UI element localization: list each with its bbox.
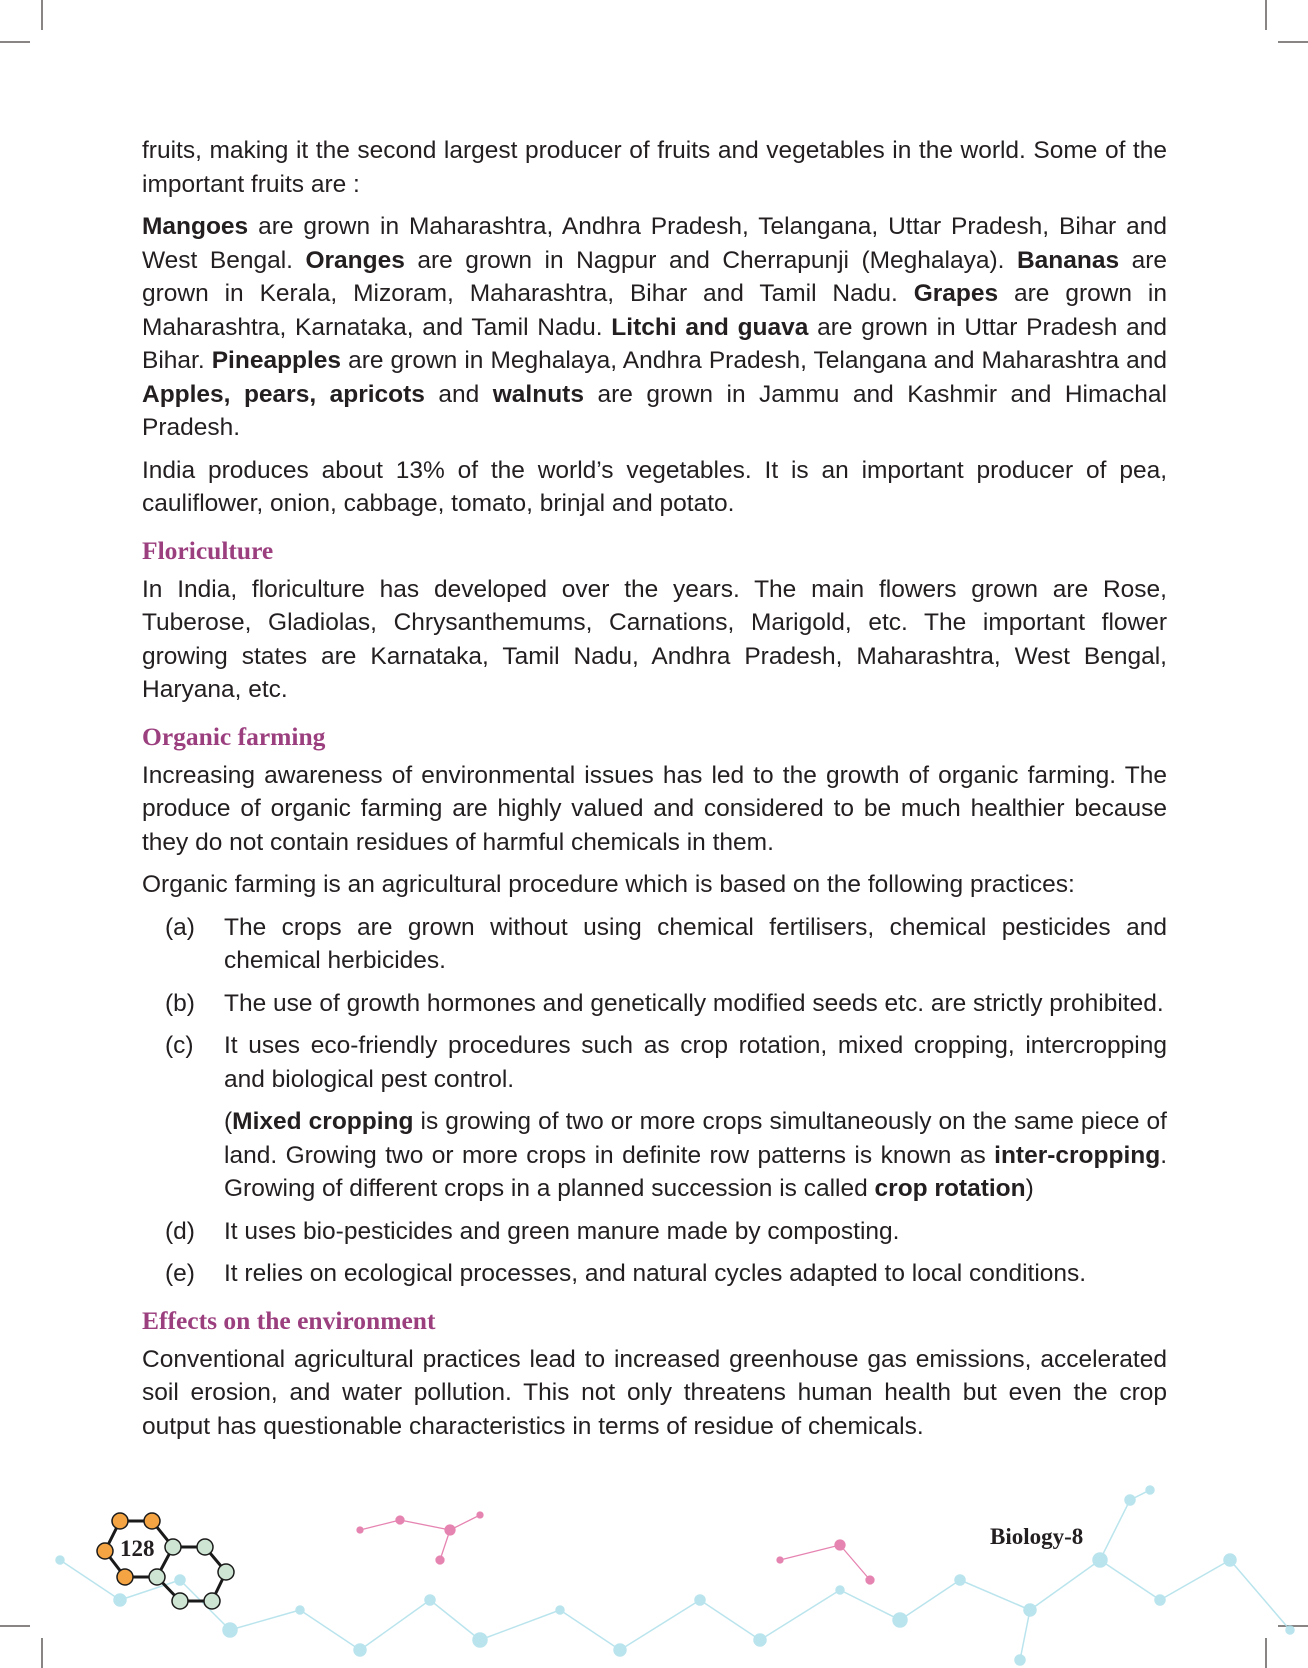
page-number: 128	[120, 1536, 155, 1561]
fruit-name: Apples, pears, apricots	[142, 380, 425, 408]
note-paren: (	[224, 1108, 233, 1135]
fruit-name: Bananas	[1016, 246, 1120, 274]
book-title: Biology-8	[990, 1524, 1084, 1549]
list-item	[142, 1257, 1167, 1291]
list-item	[142, 911, 1167, 978]
list-marker: (d)	[165, 1217, 195, 1245]
organic-practices-lead: Organic farming is an agricultural procedure which is based on the following practices:	[142, 871, 1075, 898]
list-item-text: The crops are grown without using chemical fertilisers, chemical pesticides and chemical herbicides.	[224, 913, 1167, 974]
hexagon-page-badge-icon	[95, 1505, 245, 1625]
list-marker: (a)	[165, 913, 195, 941]
list-item	[142, 987, 1167, 1021]
crop-mark	[1265, 0, 1267, 30]
fruit-name: Litchi and guava	[611, 313, 809, 341]
crop-mark	[1278, 41, 1308, 43]
organic-intro-paragraph: Increasing awareness of environmental issues has led to the growth of organic farming. The produce of organic farming are highly valued and considered to be much healthier because they do not contain residues of harmful chemicals in them.	[142, 761, 1167, 856]
fruit-text: are grown in Kerala, Mizoram, Maharashtra, Bihar and Tamil Nadu.	[142, 246, 1168, 307]
list-item	[142, 1029, 1167, 1096]
crop-mark	[41, 0, 43, 30]
list-item-text: The use of growth hormones and genetically modified seeds etc. are strictly prohibited.	[224, 989, 1164, 1017]
note-text: is growing of two or more crops simultaneously on the same piece of land. Growing two or more crops in definite row patterns is known as	[224, 1108, 1167, 1169]
fruit-text: are grown in Jammu and Kashmir and Himachal Pradesh.	[142, 380, 1167, 441]
list-item	[142, 1215, 1167, 1249]
list-marker: (b)	[165, 989, 195, 1017]
fruit-text: are grown in Nagpur and Cherrapunji (Meghalaya).	[404, 246, 1017, 274]
crop-mark	[0, 41, 30, 43]
fruit-text: are grown in Maharashtra, Andhra Pradesh, Telangana, Uttar Pradesh, Bihar and West Bengal.	[142, 213, 1167, 274]
practices-list-continued	[142, 1215, 1167, 1291]
list-marker: (e)	[165, 1260, 195, 1287]
fruits-paragraph	[142, 210, 1167, 445]
practices-list	[142, 911, 1167, 1097]
fruit-text: are grown in Maharashtra, Karnataka, and Tamil Nadu.	[142, 280, 1167, 341]
list-item-text: It uses bio-pesticides and green manure made by composting.	[224, 1217, 900, 1245]
fruit-name: Pineapples	[211, 347, 342, 374]
term-crop-rotation: crop rotation	[874, 1175, 1026, 1202]
floriculture-heading: Floriculture	[142, 535, 274, 565]
note-text: . Growing of different crops in a planned succession is called	[224, 1141, 1167, 1202]
vegetables-paragraph: India produces about 13% of the world’s vegetables. It is an important producer of pea, cauliflower, onion, cabbage, tomato, brinjal and potato.	[142, 456, 1167, 517]
fruit-name: Mangoes	[142, 213, 249, 240]
cropping-note	[142, 1105, 1167, 1206]
intro-paragraph: fruits, making it the second largest producer of fruits and vegetables in the world. Some of the important fruits are :	[142, 137, 1167, 198]
fruit-text: are grown in Meghalaya, Andhra Pradesh, Telangana and Maharashtra and	[341, 347, 1167, 374]
floriculture-paragraph: In India, floriculture has developed over the years. The main flowers grown are Rose, Tuberose, Gladiolas, Chrysanthemums, Carnations, Marigold, etc. The important flower growing states are Karnataka, Tamil Nadu, Andhra Pradesh, Maharashtra, West Bengal, Haryana, etc.	[142, 575, 1167, 703]
effects-heading: Effects on the environment	[142, 1305, 436, 1335]
list-item-text: It relies on ecological processes, and natural cycles adapted to local conditions.	[224, 1260, 1087, 1287]
effects-paragraph: Conventional agricultural practices lead to increased greenhouse gas emissions, accelerated soil erosion, and water pollution. This not only threatens human health but even the crop output has questionable characteristics in terms of residue of chemicals.	[142, 1345, 1167, 1440]
page-content	[142, 134, 1167, 1452]
note-paren: )	[1025, 1175, 1034, 1202]
fruit-name: walnuts	[492, 380, 584, 408]
fruit-text: and	[424, 380, 493, 408]
list-item-text: It uses eco-friendly procedures such as crop rotation, mixed cropping, intercropping and biological pest control.	[224, 1032, 1167, 1093]
fruit-name: Oranges	[305, 246, 405, 274]
term-intercropping: inter-cropping	[994, 1141, 1161, 1169]
list-marker: (c)	[165, 1032, 194, 1059]
term-mixed-cropping: Mixed cropping	[232, 1108, 414, 1135]
fruit-text: are grown in Uttar Pradesh and Bihar.	[142, 313, 1167, 374]
organic-farming-heading: Organic farming	[142, 721, 326, 751]
fruit-name: Grapes	[913, 280, 999, 307]
